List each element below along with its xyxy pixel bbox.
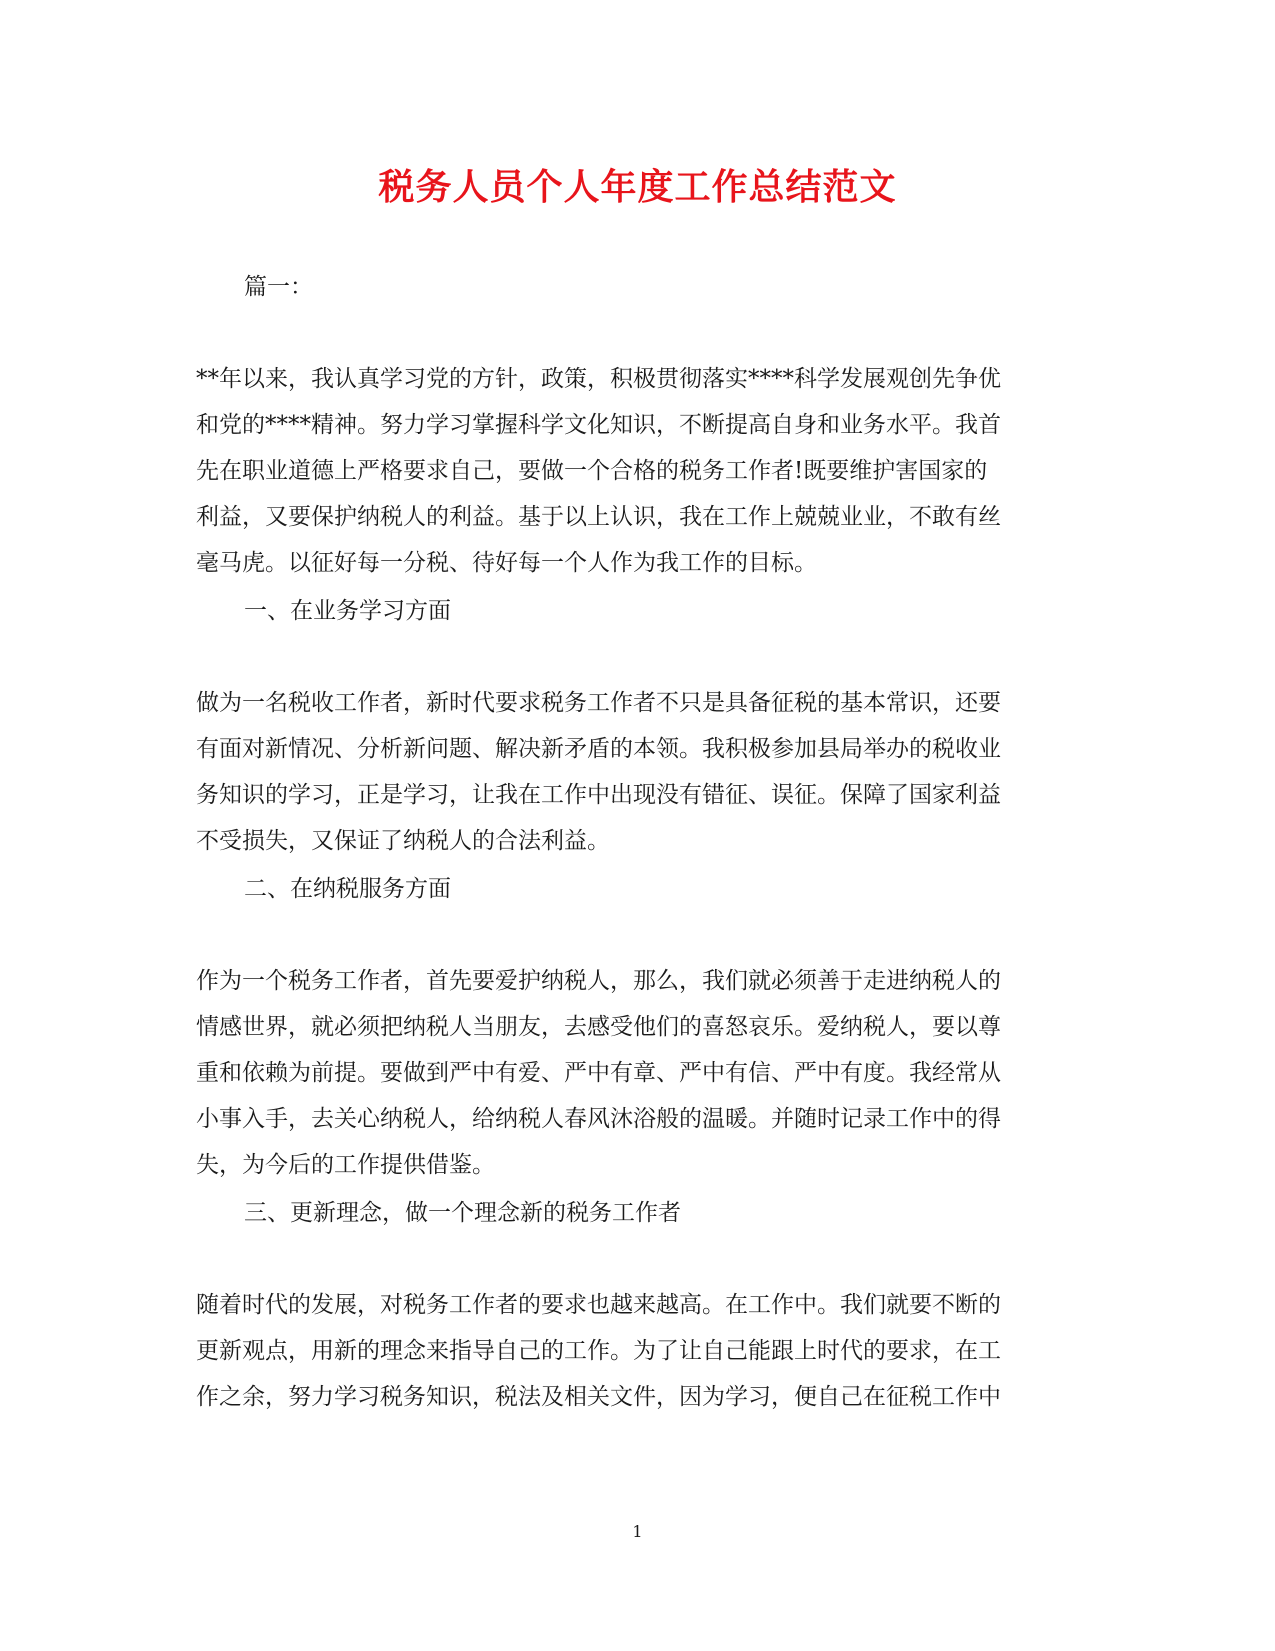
paragraph-line: 和党的****精神。努力学习掌握科学文化知识，不断提高自身和业务水平。我首 [196,412,1001,438]
paragraph-line: 利益，又要保护纳税人的利益。基于以上认识，我在工作上兢兢业业，不敢有丝 [196,504,1001,530]
paragraph-line: 毫马虎。以征好每一分税、待好每一个人作为我工作的目标。 [196,550,817,576]
section-heading: 一、在业务学习方面 [244,598,451,624]
paragraph-line: 情感世界，就必须把纳税人当朋友，去感受他们的喜怒哀乐。爱纳税人，要以尊 [196,1014,1001,1040]
page-number: 1 [632,1522,643,1541]
section-label: 篇一： [244,274,313,300]
section-heading: 二、在纳税服务方面 [244,876,451,902]
paragraph-line: 做为一名税收工作者，新时代要求税务工作者不只是具备征税的基本常识，还要 [196,690,1001,716]
paragraph-line: 作之余，努力学习税务知识，税法及相关文件，因为学习，便自己在征税工作中 [196,1384,1001,1410]
paragraph-line: 有面对新情况、分析新问题、解决新矛盾的本领。我积极参加县局举办的税收业 [196,736,1001,762]
paragraph-line: 重和依赖为前提。要做到严中有爱、严中有章、严中有信、严中有度。我经常从 [196,1060,1001,1086]
paragraph-line: 随着时代的发展，对税务工作者的要求也越来越高。在工作中。我们就要不断的 [196,1292,1001,1318]
paragraph-line: **年以来，我认真学习党的方针，政策，积极贯彻落实****科学发展观创先争优 [196,366,1001,392]
paragraph-line: 不受损失，又保证了纳税人的合法利益。 [196,828,610,854]
paragraph-line: 务知识的学习，正是学习，让我在工作中出现没有错征、误征。保障了国家利益 [196,782,1001,808]
document-title: 税务人员个人年度工作总结范文 [378,166,897,208]
paragraph-line: 作为一个税务工作者，首先要爱护纳税人，那么，我们就必须善于走进纳税人的 [196,968,1001,994]
paragraph-line: 小事入手，去关心纳税人，给纳税人春风沐浴般的温暖。并随时记录工作中的得 [196,1106,1001,1132]
paragraph-line: 更新观点，用新的理念来指导自己的工作。为了让自己能跟上时代的要求，在工 [196,1338,1001,1364]
paragraph-line: 先在职业道德上严格要求自己，要做一个合格的税务工作者!既要维护害国家的 [196,458,988,484]
section-heading: 三、更新理念，做一个理念新的税务工作者 [244,1200,681,1226]
paragraph-line: 失，为今后的工作提供借鉴。 [196,1152,495,1178]
